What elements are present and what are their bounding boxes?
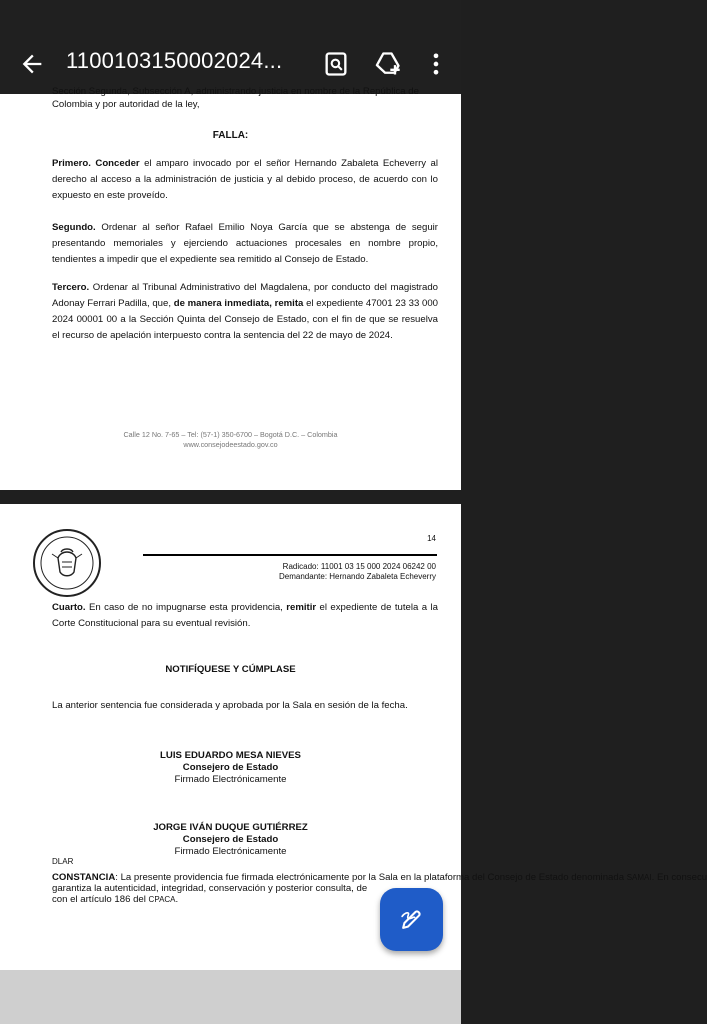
search-in-document-icon[interactable] [322,50,350,78]
page-separator [0,490,461,504]
paragraph-segundo: Segundo. Ordenar al señor Rafael Emilio Noya García que se abstenga de seguir presentando memoriales y ejerciendo actuaciones procesales en nombre propio, tendientes a impedir que el expediente sea remitido al Consejo de Estado. [52,222,438,265]
intro-text: Colombia y por autoridad de la ley, [52,99,200,110]
signature-block-1: LUIS EDUARDO MESA NIEVES Consejero de Estado Firmado Electrónicamente [160,750,301,785]
paragraph-tercero: Tercero. Ordenar al Tribunal Administrativo del Magdalena, por conducto del magistrado Adonay Ferrari Padilla, que, de manera inmediata, remita el expediente 47001 23 33 000 2024 00001 00 a la Sección Quinta del Consejo de Estado, con el fin de que se resuelva el recurso de apelación interpuesto contra la sentencia del 22 de mayo de 2024. [52,282,439,341]
page-footer: Calle 12 No. 7-65 – Tel: (57-1) 350-6700 – Bogotá D.C. – Colombia www.consejodeestado.gov.co [123,430,338,449]
more-vert-icon[interactable] [422,50,450,78]
paragraph-primero: Primero. Conceder el amparo invocado por el señor Hernando Zabaleta Echeverry al derecho al acceso a la administración de justicia y al debido proceso, de acuerdo con lo expuesto en este proveído. [52,158,438,201]
header-rule [143,554,437,556]
constancia-paragraph: CONSTANCIA: La presente providencia fue firmada electrónicamente por la Sala en la plataforma del Consejo de Estado denominada SAMAI. En consecu garantiza la autenticidad, integridad, conservación y posterior consulta, de con el artículo 186 del CPACA. [52,872,707,905]
seal-of-colombia-icon [32,528,102,598]
aprobada-text: La anterior sentencia fue considerada y aprobada por la Sala en sesión de la fecha. [52,700,408,711]
notifiquese-heading: NOTIFÍQUESE Y CÚMPLASE [165,664,296,675]
paragraph-cuarto: Cuarto. En caso de no impugnarse esta providencia, remitir el expediente de tutela a la Corte Constitucional para su eventual revisión. [52,602,438,629]
radicado-header: Radicado: 11001 03 15 000 2024 06242 00 Demandante: Hernando Zabaleta Echeverry [279,562,436,581]
add-to-drive-icon[interactable] [374,50,402,78]
annotate-fab-button[interactable] [380,888,443,951]
bottom-area [0,970,461,1024]
signature-block-2: JORGE IVÁN DUQUE GUTIÉRREZ Consejero de Estado Firmado Electrónicamente [153,822,308,857]
document-title: 1100103150002024... [66,48,283,73]
pdf-page-13[interactable] [0,86,461,490]
falla-heading: FALLA: [212,130,249,141]
page-number: 14 [427,534,436,543]
edit-annotate-icon [399,907,424,932]
cut-off-line: Sección Segunda, Subsección A, administrando justicia en nombre de la República de [52,86,419,97]
arrow-back-icon[interactable] [18,50,46,78]
top-app-bar [0,0,461,94]
initials: DLAR [52,857,74,866]
